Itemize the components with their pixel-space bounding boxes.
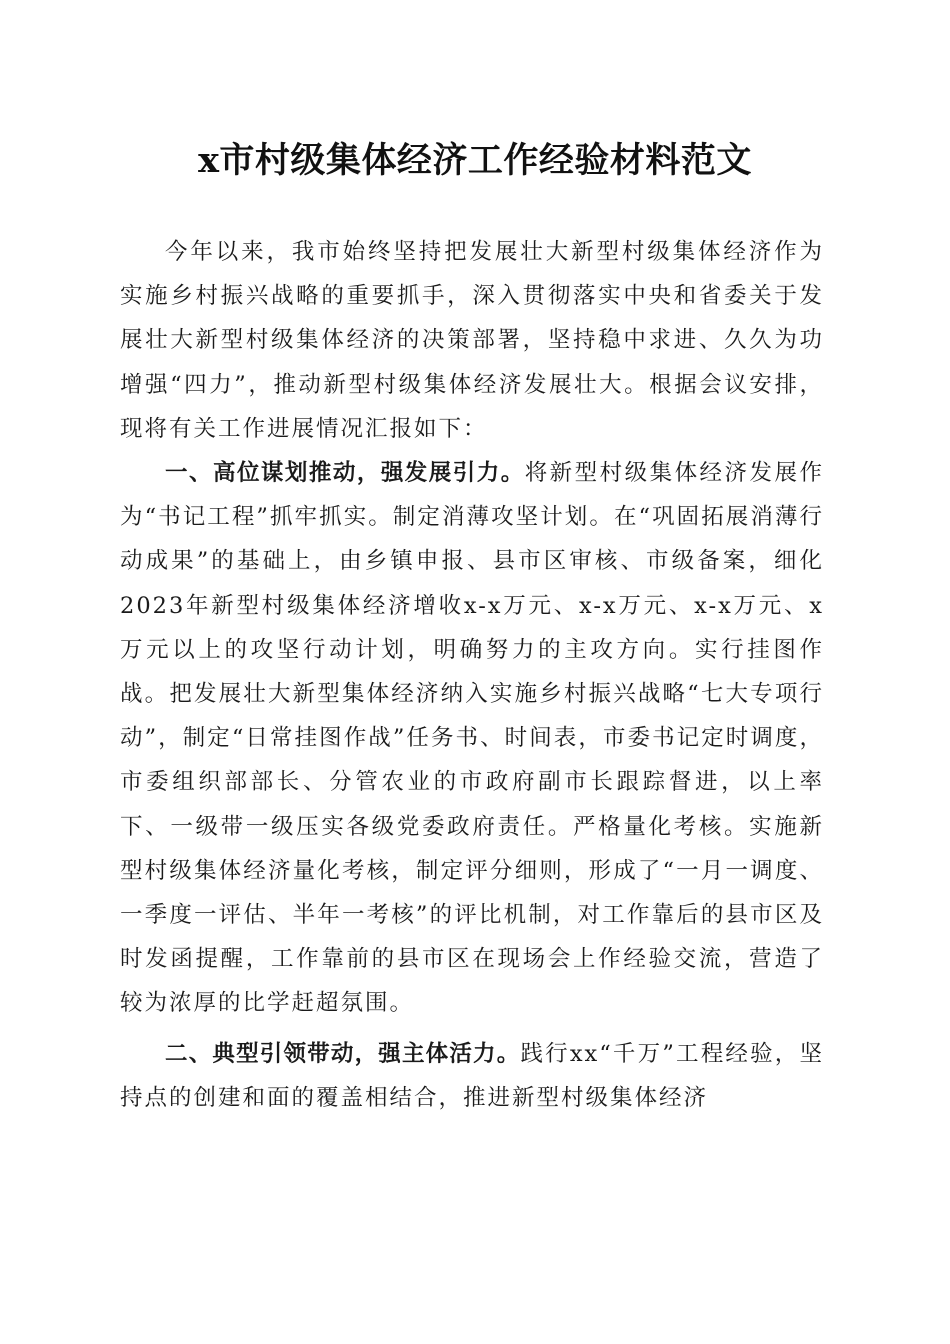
paragraph-text: 将新型村级集体经济发展作为“书记工程”抓牢抓实。制定消薄攻坚计划。在“巩固拓展消薄行动成果”的基础上，由乡镇申报、县市区审核、市级备案，细化2023年新型村级集体经济增收x-x万元、x-x万元、x-x万元、x万元以上的攻坚行动计划，明确努力的主攻方向。实行挂图作战。把发展壮大新型集体经济纳入实施乡村振兴战略“七大专项行动”，制定“日常挂图作战”任务书、时间表，市委书记定时调度，市委组织部部长、分管农业的市政府副市长跟踪督进，以上率下、一级带一级压实各级党委政府责任。严格量化考核。实施新型村级集体经济量化考核，制定评分细则，形成了“一月一调度、一季度一评估、半年一考核”的评比机制，对工作靠后的县市区及时发函提醒，工作靠前的县市区在现场会上作经验交流，营造了较为浓厚的比学赶超氛围。 — [120, 460, 824, 1017]
section-one-paragraph — [120, 451, 824, 1026]
intro-paragraph — [120, 230, 824, 451]
document-body — [120, 230, 824, 1120]
paragraph-text: 今年以来，我市始终坚持把发展壮大新型村级集体经济作为实施乡村振兴战略的重要抓手，深入贯彻落实中央和省委关于发展壮大新型村级集体经济的决策部署，坚持稳中求进、久久为功增强“四力”，推动新型村级集体经济发展壮大。根据会议安排，现将有关工作进展情况汇报如下： — [120, 239, 824, 442]
paragraph-text: 践行xx“千万”工程经验，坚持点的创建和面的覆盖相结合，推进新型村级集体经济 — [120, 1040, 824, 1111]
document-title: x市村级集体经济工作经验材料范文 — [198, 140, 752, 181]
section-two-paragraph — [120, 1032, 824, 1120]
section-heading: 一、高位谋划推动，强发展引力。 — [165, 460, 525, 487]
section-heading: 二、典型引领带动，强主体活力。 — [165, 1040, 521, 1067]
